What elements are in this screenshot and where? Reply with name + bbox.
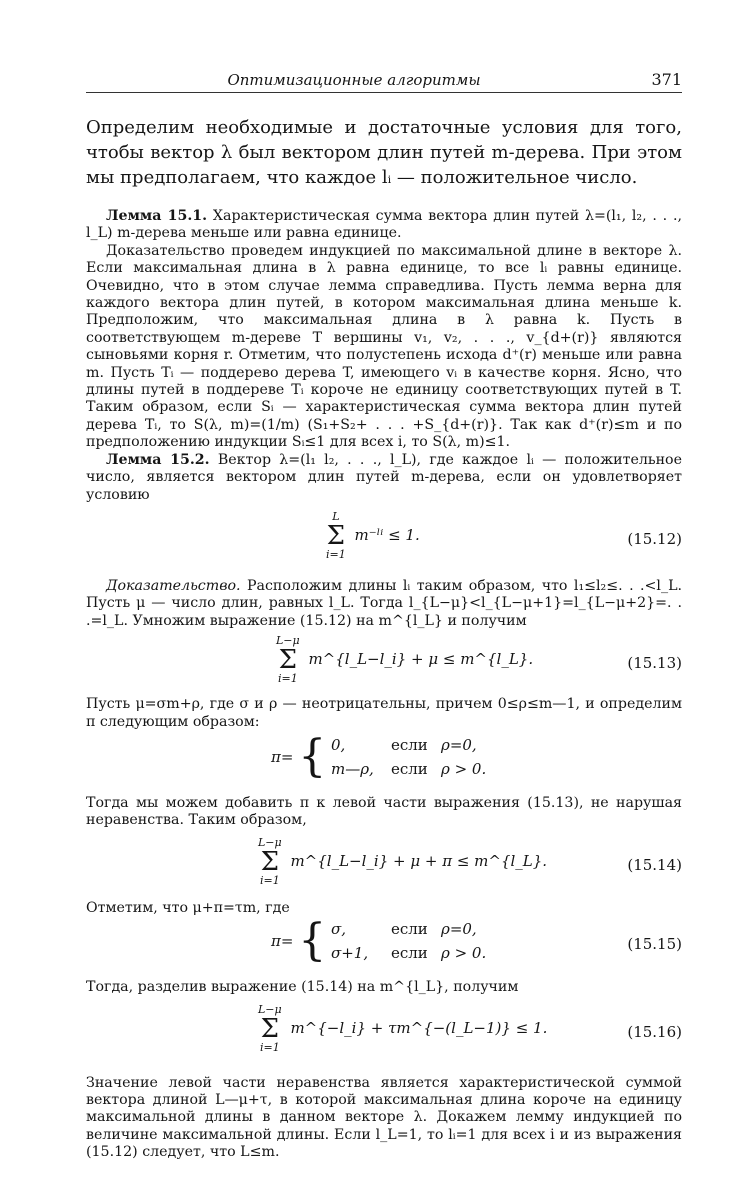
lemma-15-1-proof: Доказательство проведем индукцией по максимальной длине в векторе λ. Если максимальная длина в λ равна единице, то все lᵢ равны единице. Очевидно, что в этом случае лемма справедлива. Пусть лемма верна для каждого вектора длин путей, в котором максимальная длина меньше k. Предположим, что максимальная длина в λ равна k. Пусть в соответствующем m-дереве T вершины v₁, v₂, . . ., v_{d+(r)} являются сыновьями корня r. Отметим, что полустепень исхода d⁺(r) меньше или равна m. Пусть Tᵢ — поддерево дерева T, имеющего vᵢ в качестве корня. Ясно, что длины путей в поддереве Tᵢ короче не единицу соответствующих путей в T. Таким образом, если Sᵢ — характеристическая сумма вектора длин путей дерева Tᵢ, то S(λ, m)=(1/m) (S₁+S₂+ . . . +S_{d+(r)}. Так как d⁺(r)≤m и по предположению индукции Sᵢ≤1 для всех i, то S(λ, m)≤1.: [86, 242, 682, 451]
equation-15-13-body: m^{l_L−l_i} + μ ≤ m^{l_L}.: [308, 650, 534, 669]
equation-15-14: [86, 830, 682, 896]
equation-15-12: [86, 504, 682, 576]
page-number: 371: [651, 70, 682, 89]
lemma-15-2-label: Лемма 15.2.: [106, 451, 210, 468]
closing-paragraph: Значение левой части неравенства является характеристической суммой вектора длиной L—μ+τ, в которой максимальная длина короче на единицу максимальной длины в данном векторе λ. Докажем лемму индукцией по величине максимальной длины. Если l_L=1, то lᵢ=1 для всех i и из выражения (15.12) следует, что L≤m.: [86, 1074, 682, 1161]
add-pi-paragraph: Тогда мы можем добавить π к левой части выражения (15.13), не нарушая неравенства. Таким образом,: [86, 794, 682, 829]
proof-text: Расположим длины lᵢ таким образом, что l₁≤l₂≤. . .<l_L. Пусть μ — число длин, равных l_L. Тогда l_{L−μ}<l_{L−μ+1}=l_{L−μ+2}=. . .=l_L. Умножим выражение (15.12) на m^{l_L} и получим: [86, 577, 682, 629]
equation-15-12-label: (15.12): [627, 529, 682, 548]
sum-symbol: L Σ i=1: [326, 509, 346, 561]
book-page: [86, 68, 682, 1162]
lemma-15-2-text: Вектор λ=(l₁ l₂, . . ., l_L), где каждое lᵢ — положительное число, является вектором длин путей m-дерева, если он удовлетворяет условию: [86, 451, 682, 503]
equation-15-16-body: m^{−l_i} + τm^{−(l_L−1)} ≤ 1.: [290, 1018, 548, 1037]
equation-15-14-label: (15.14): [627, 855, 682, 874]
running-title: Оптимизационные алгоритмы: [227, 71, 481, 89]
intro-paragraph: Определим необходимые и достаточные условия для того, чтобы вектор λ был вектором длин путей m-дерева. При этом мы предполагаем, что каждое lᵢ — положительное число.: [86, 117, 682, 188]
mu-pi-note: Отметим, что μ+π=τm, где: [86, 899, 290, 916]
lemma-15-2: [86, 452, 682, 504]
equation-15-13-label: (15.13): [627, 654, 682, 673]
mu-definition: Пусть μ=σm+ρ, где σ и ρ — неотрицательны, причем 0≤ρ≤m—1, и определим π следующим образом:: [86, 696, 682, 730]
running-header: [86, 68, 682, 93]
lemma-15-1-label: Лемма 15.1.: [106, 208, 208, 224]
sum-symbol: L−μ Σ i=1: [276, 634, 300, 686]
lemma-15-1: [86, 208, 682, 243]
equation-15-14-body: m^{l_L−l_i} + μ + π ≤ m^{l_L}.: [290, 851, 548, 870]
equation-pi-cases: π= { 0, если ρ=0, m—ρ, если ρ > 0.: [271, 730, 487, 782]
equation-15-16: [86, 997, 682, 1067]
equation-15-15: π= { σ, если ρ=0, σ+1, если ρ > 0. (15.15): [271, 915, 682, 967]
equation-15-12-body: m⁻ˡⁱ ≤ 1.: [354, 525, 420, 544]
equation-15-15-label: (15.15): [627, 935, 682, 954]
sum-symbol: L−μ Σ i=1: [258, 835, 282, 887]
sum-symbol: L−μ Σ i=1: [258, 1002, 282, 1054]
lemma-15-1-text: Характеристическая сумма вектора длин путей λ=(l₁, l₂, . . ., l_L) m-дерева меньше или равна единице.: [86, 208, 682, 242]
proof-label: Доказательство.: [106, 577, 241, 594]
equation-15-16-label: (15.16): [627, 1022, 682, 1041]
divide-paragraph: Тогда, разделив выражение (15.14) на m^{l_L}, получим: [86, 979, 519, 996]
lemma-15-2-proof-start: [86, 578, 682, 630]
equation-15-13: [86, 630, 682, 696]
